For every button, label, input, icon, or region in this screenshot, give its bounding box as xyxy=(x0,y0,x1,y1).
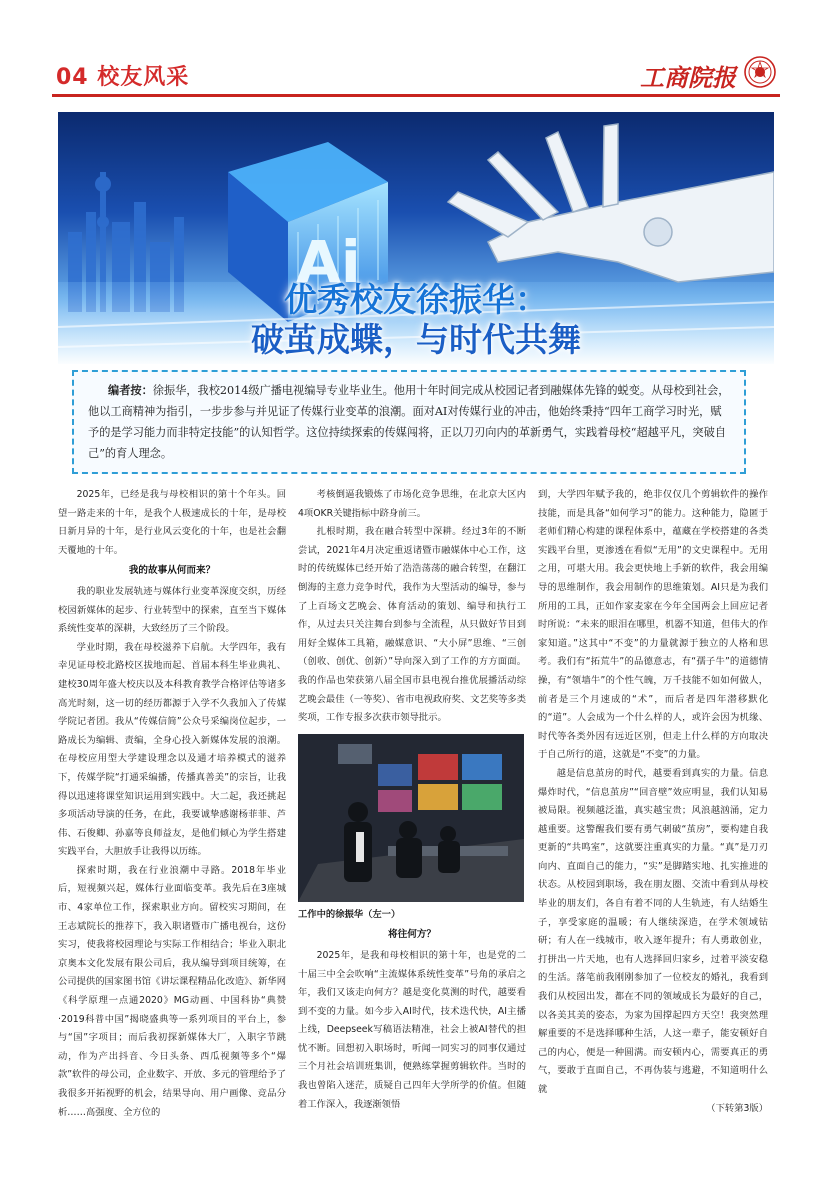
page-header xyxy=(52,54,780,98)
article-column-1 xyxy=(58,486,286,1122)
paragraph: 扎根时期，我在融合转型中深耕。经过3年的不断尝试，2021年4月决定重返诸暨市融媒体中心工作，这时的传统媒体已经开始了浩浩荡荡的融合转型，在翻江倒海的主意力竞争时代，我作为大型活动的编导，参与了上百场文艺晚会、体育活动的策划、编导和执行工作，从过去只关注舞台到参与全流程，从只做好节目到用好全媒体工具箱，融媒意识、“大小屏”思维、“三创（创收、创优、创新）”导向深入到了工作的方方面面。我的作品也荣获第八届全国市县电视台推优展播活动综艺晚会最佳（一等奖）、省市电视政府奖、文艺奖等多类奖项，工作专报多次获市领导批示。 xyxy=(298,526,526,724)
subheading: 将往何方？ xyxy=(388,929,436,941)
control-room-photo xyxy=(298,734,524,902)
editor-note-text: 徐振华，我校2014级广播电视编导专业毕业生。他用十年时间完成从校园记者到融媒体先锋的蜕变。从母校到社会，他以工商精神为指引，一步步参与并见证了传媒行业变革的浪潮。面对AI对传媒行业的冲击，他始终秉持“四年工商学习时光，赋予的是学习能力而非特定技能”的认知哲学。这位持续探索的传媒闯将，正以刀刃向内的革新勇气，实践着母校“超越平凡，突破自己”的育人理念。 xyxy=(88,384,730,460)
paragraph: 2025年，是我和母校相识的第十年，也是党的二十届三中全会吹响“主流媒体系统性变革”号角的承启之年，我们又该走向何方？越是变化莫测的时代，越要看到不变的力量。如今步入AI时代，技术迭代快，AI主播上线，Deepseek写稿语法精准，社会上被AI替代的担忧不断。回想初入职场时，听闻一同实习的同事仅通过三个月社会培训班集训，便熟练掌握剪辑软件。当时的我也曾陷入迷茫，质疑自己四年大学所学的价值。但随着工作深入，我逐渐领悟 xyxy=(298,949,526,1110)
paragraph: 考核倒逼我锻炼了市场化竞争思维，在北京大区内4项OKR关键指标中跻身前三。 xyxy=(298,489,526,519)
paragraph: 到，大学四年赋予我的，绝非仅仅几个剪辑软件的操作技能，而是具备“如何学习”的能力。这种能力，隐匿于老师们精心构建的课程体系中，蕴藏在学校搭建的各类实践平台里，更渗透在看似“无用”的文史课程中。无用之用，可堪大用。我会更快地上手新的软件，我会用编导的思维制作，我会用制作的思维策划。AI只是为我们所用的工具，正如作家麦家在今年全国两会上回应记者时所说：“未来的眼泪在哪里，机器不知道，但伟大的作家知道。”这其中“不变”的力量就源于独立的人格和思考。我们有“拓荒牛”的品德意志，有“孺子牛”的道德情操，有“领墙牛”的个性气魄，万千技能不如如何做人，前者是三个月速成的“术”，而后者是四年潜移默化的“道”。人会成为一个什么样的人，或许会因为机缘、时代等各类外因有远近区别，但走上什么样的方向取决于自己所行的道，这就是“不变”的力量。 xyxy=(538,489,768,761)
paragraph: 学业时期，我在母校滋养下启航。大学四年，我有幸见证母校北路校区拔地而起、首届本科生毕业典礼、建校30周年盛大校庆以及本科教育教学合格评估等诸多高光时刻，这一切的经历都源于入学不久我加入了传媒学院记者团。我从“传媒信简”公众号采编岗位起步，一路成长为编辑、责编，全身心投入新媒体发展的浪潮。在母校应用型大学建设理念以及通才培养模式的滋养下，传媒学院“打通采编播，传播真善美”的宗旨，让我得以迅速将课堂知识运用到实践中。大二起，我还挑起多项活动导演的任务，在此，我要诚挚感谢杨菲菲、芦伟、石俊卿、孙嘉等良师益友，是他们倾心为学生搭建实践平台，大胆放手让我得以历练。 xyxy=(58,641,286,858)
subheading: 我的故事从何而来？ xyxy=(128,565,216,577)
paragraph: 我的职业发展轨迹与媒体行业变革深度交织，历经校园新媒体的起步、行业转型中的探索，直至当下媒体系统性变革的深耕，大致经历了三个阶段。 xyxy=(58,585,286,635)
ai-badge-text: Ai xyxy=(296,228,361,296)
article-column-3 xyxy=(538,486,768,1118)
paragraph: 越是信息茧房的时代，越要看到真实的力量。信息爆炸时代，“信息茧房”“回音壁”效应明显，我们认知易被局限。视频越泛滥，真实越宝贵；风浪越汹涌，定力越重要。这警醒我们要有勇气刺破“茧房”，要构建自我更新的“共鸣室”，这就要注重真实的力量。“真”是刀刃向内、直面自己的能力，“实”是脚踏实地、扎实推进的状态。从校园到职场，我在朋友圈、交流中看到从母校毕业的朋友们，各自有着不同的人生轨迹，有人结婚生子，享受家庭的温暖；有人继续深造，在学术领域钻研；有人在一线城市，收入逐年提升；有人勇敢创业，打拼出一片天地，也有人选择回归家乡，过着平淡安稳的生活。落笔前我刚刚参加了一位校友的婚礼，我看到我们从校园出发，都在不同的领域成长为最好的自己，以各美其美的姿态，为家为国撑起四方天空！我突然理解重要的不是选择哪种生活，人这一辈子，能安顿好自己的内心，便是一种圆满。而安顿内心，需要真正的勇气，要敢于直面自己，不再伪装与逃避，不知道明什么就 xyxy=(538,767,768,1095)
editor-note-box xyxy=(72,370,746,474)
article-title-line1: 优秀校友徐振华： xyxy=(284,280,548,319)
photo-caption: 工作中的徐振华（左一） xyxy=(298,908,401,920)
editor-note-label: 编者按： xyxy=(108,383,153,397)
article-title-line2: 破茧成蝶，与时代共舞 xyxy=(251,320,581,359)
paragraph: 探索时期，我在行业浪潮中寻路。2018年毕业后，短视频兴起，媒体行业面临变革。我先后在3座城市、4家单位工作，探索职业方向。留校实习期间，在王志斌院长的推荐下，我入职诸暨市广播电视台，这份实习，使我将校园理论与实际工作相结合；毕业入职北京奥本文化发展有限公司后，我从编导到项目统筹，在公司提供的国家图书馆《讲坛课程精品化改造》、新华网《科学原理一点通2020》MG动画、中国科协“典赞·2019科普中国”揭晓盛典等一系列项目的平台上，参与“国”字项目；而后我初探新媒体大厂，入职字节跳动，作为产出抖音、今日头条、西瓜视频等多个“爆款”软件的母公司，企业数字、开放、多元的管理给予了我很多开拓视野的机会，结果导向、用户画像、竞品分析……高强度、全方位的 xyxy=(58,864,286,1118)
school-seal-icon xyxy=(744,56,776,88)
continued-note: （下转第3版） xyxy=(706,1102,768,1114)
section-label: 04 校友风采 xyxy=(56,65,190,90)
newspaper-logo: 工商院报 xyxy=(640,63,736,92)
paragraph: 2025年，已经是我与母校相识的第十个年头。回望一路走来的十年，是我个人极速成长的十年，是母校日新月异的十年，是行业风云变化的十年，也是社会翻天覆地的十年。 xyxy=(58,489,286,556)
photo-illustration xyxy=(298,734,524,902)
header-divider xyxy=(52,94,780,97)
robot-hand-graphic xyxy=(448,124,774,282)
editor-note xyxy=(88,380,730,464)
article-column-2 xyxy=(298,486,526,1114)
